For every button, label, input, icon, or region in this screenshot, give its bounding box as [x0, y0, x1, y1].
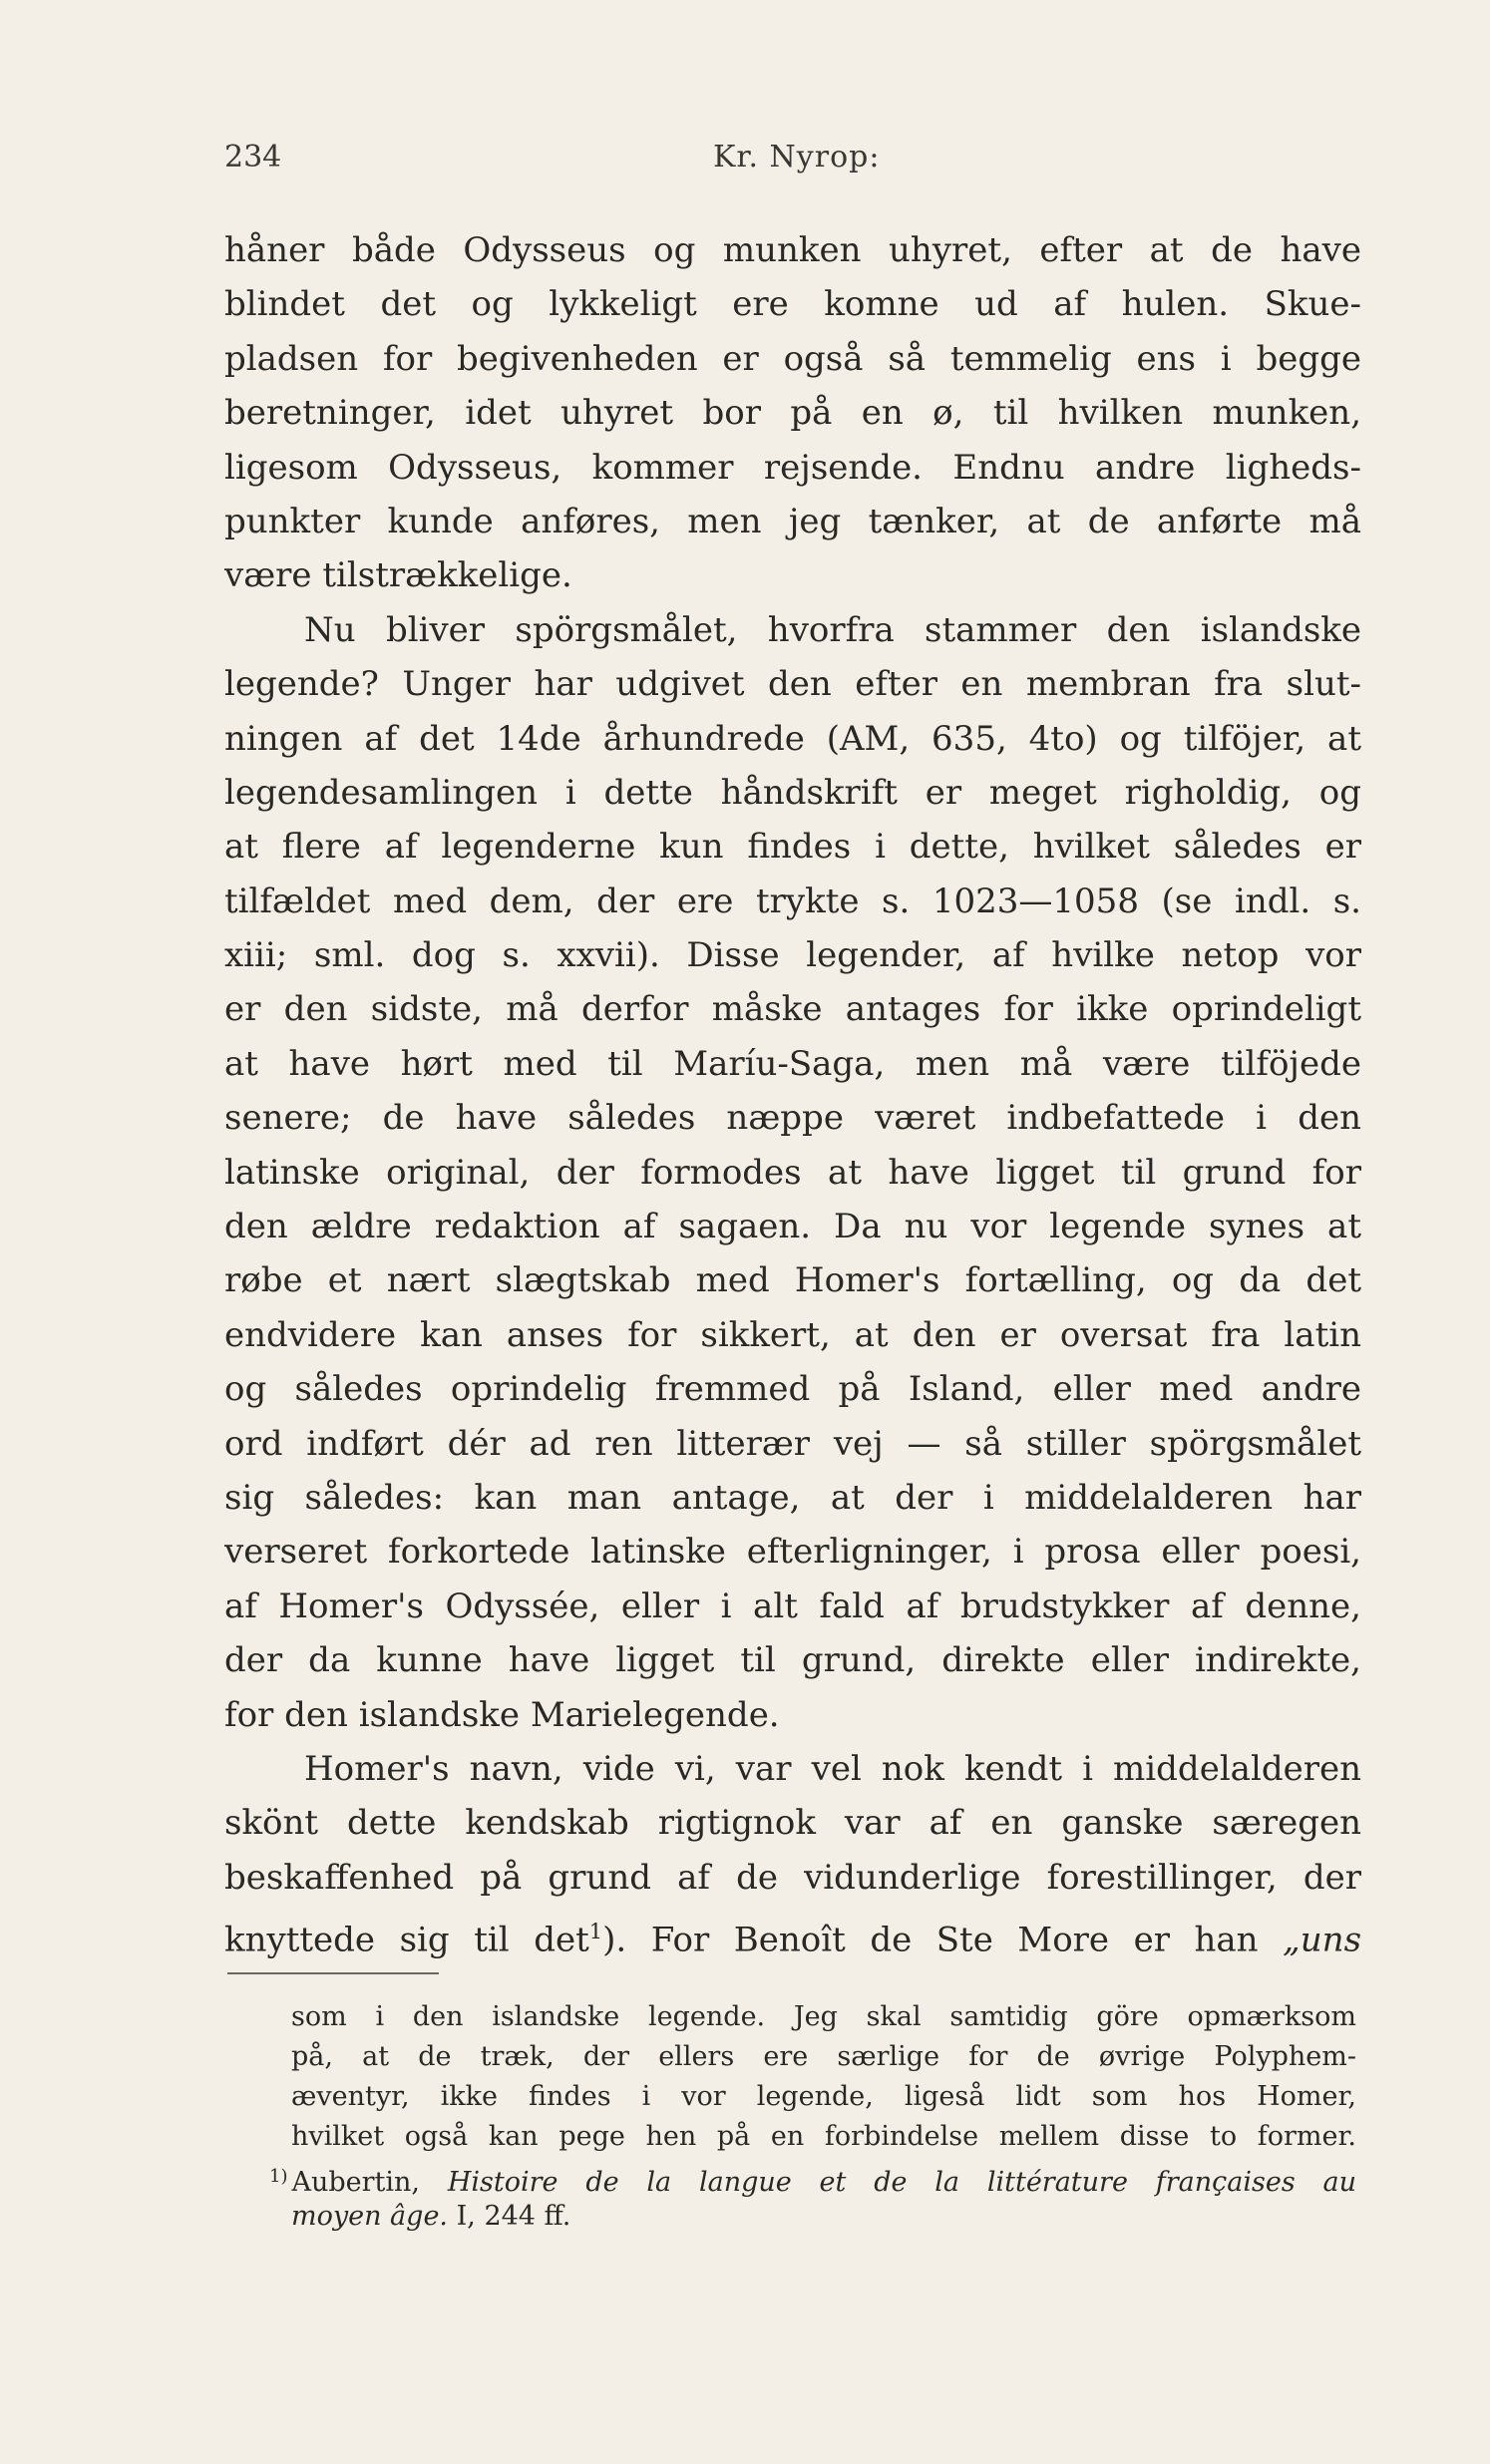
body-text	[224, 223, 1361, 1959]
text-line: for den islandske Marielegende.	[224, 1694, 780, 1735]
text-line: og således oprindelig fremmed på Island, eller med andre	[224, 1369, 1361, 1410]
text-line: der da kunne have ligget til grund, direkte eller indirekte,	[224, 1640, 1361, 1681]
text-line: ligesom Odysseus, kommer rejsende. Endnu andre ligheds-	[224, 447, 1361, 488]
text-line: xiii; sml. dog s. xxvii). Disse legender, af hvilke netop vor	[224, 935, 1361, 976]
text-line: senere; de have således næppe været indbefattede i den	[224, 1098, 1361, 1139]
page-header	[224, 140, 1361, 179]
text-line: være tilstrækkelige.	[224, 555, 572, 596]
page-number: 234	[224, 140, 282, 175]
text-line: Homer's navn, vide vi, var vel nok kendt i middelalderen	[304, 1748, 1361, 1789]
text-line: håner både Odysseus og munken uhyret, efter at de have	[224, 230, 1361, 270]
text-line: af Homer's Odyssée, eller i alt fald af brudstykker af denne,	[224, 1585, 1361, 1626]
text-line: punkter kunde anføres, men jeg tænker, at de anførte må	[224, 501, 1361, 541]
text-line-tail: ). For Benoît de Ste More er han	[602, 1920, 1259, 1959]
text-line: sig således: kan man antage, at der i middelalderen har	[224, 1477, 1361, 1518]
text-line: ord indført dér ad ren litterær vej — så stiller spörgsmålet	[224, 1423, 1361, 1464]
footnote-mark-number: 1	[269, 2166, 281, 2187]
text-line-start: knyttede sig til det	[224, 1920, 589, 1959]
footnote-line: på, at de træk, der ellers ere særlige for de øvrige Polyphem-	[291, 2041, 1356, 2072]
footnote-line: æventyr, ikke findes i vor legende, ligeså lidt som hos Homer,	[291, 2081, 1356, 2112]
text-line: legende? Unger har udgivet den efter en membran fra slut-	[224, 664, 1361, 705]
footnote-mark-paren: )	[280, 2166, 288, 2187]
footnote-author: Aubertin,	[291, 2167, 420, 2197]
footnote-line	[291, 2197, 1356, 2237]
footnote-1	[269, 2157, 1356, 2197]
text-line: legendesamlingen i dette håndskrift er meget righoldig, og	[224, 772, 1361, 813]
footnote-line: hvilket også kan pege hen på en forbindelse mellem disse to former.	[291, 2121, 1356, 2152]
footnote-mark	[269, 2166, 287, 2187]
footnote-divider	[227, 1972, 439, 1974]
footnotes	[269, 1997, 1356, 2237]
footnote-ref: 1	[588, 1920, 603, 1944]
text-line: er den sidste, må derfor måske antages for ikke oprindeligt	[224, 989, 1361, 1030]
text-line: røbe et nært slægtskab med Homer's fortælling, og da det	[224, 1260, 1361, 1301]
text-line: tilfældet med dem, der ere trykte s. 1023—1058 (se indl. s.	[224, 880, 1361, 921]
text-line: pladsen for begivenheden er også så temmelig ens i begge	[224, 338, 1361, 379]
text-line: skönt dette kendskab rigtignok var af en ganske særegen	[224, 1803, 1361, 1844]
text-line: beretninger, idet uhyret bor på en ø, til hvilken munken,	[224, 393, 1361, 434]
text-line: at flere af legenderne kun findes i dette, hvilket således er	[224, 827, 1361, 868]
quote-start: „uns	[1283, 1920, 1361, 1959]
text-line: verseret forkortede latinske efterligninger, i prosa eller poesi,	[224, 1532, 1361, 1573]
text-line: blindet det og lykkeligt ere komne ud af hulen. Skue-	[224, 284, 1361, 325]
text-line: ningen af det 14de århundrede (AM, 635, 4to) og tilföjer, at	[224, 718, 1361, 759]
text-line: beskaffenhed på grund af de vidunderlige forestillinger, der	[224, 1857, 1361, 1898]
text-line: at have hørt med til Maríu-Saga, men må være tilföjede	[224, 1043, 1361, 1084]
footnote-title-cont: moyen âge.	[291, 2201, 449, 2232]
footnote-ref-pages: I, 244 ff.	[456, 2201, 571, 2232]
text-line: endvidere kan anses for sikkert, at den er oversat fra latin	[224, 1314, 1361, 1355]
text-line: latinske original, der formodes at have ligget til grund for	[224, 1152, 1361, 1193]
footnote-line: som i den islandske legende. Jeg skal samtidig göre opmærksom	[291, 2001, 1356, 2032]
text-line-with-footnote-ref	[224, 1905, 1361, 1958]
footnote-title: Histoire de la langue et de la littérature françaises au	[447, 2167, 1356, 2197]
text-line: Nu bliver spörgsmålet, hvorfra stammer den islandske	[304, 609, 1361, 650]
running-head: Kr. Nyrop:	[713, 140, 881, 175]
text-line: den ældre redaktion af sagaen. Da nu vor legende synes at	[224, 1207, 1361, 1247]
